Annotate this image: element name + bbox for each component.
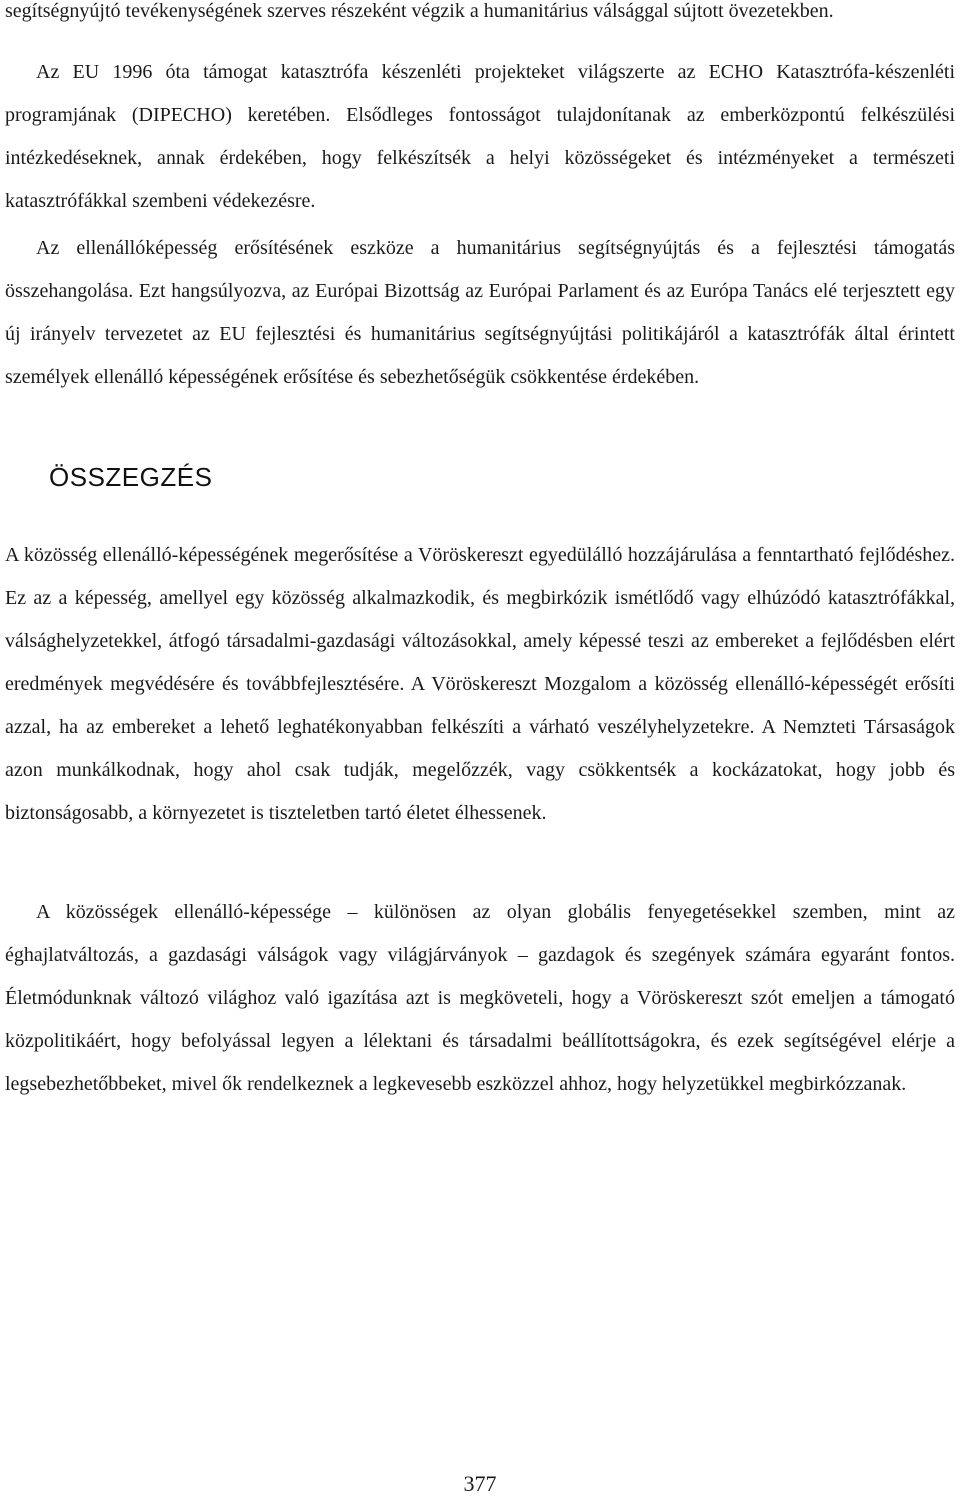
paragraph-spacer <box>5 33 955 51</box>
paragraph-dipecho: Az EU 1996 óta támogat katasztrófa készenléti projekteket világszerte az ECHO Katasztrófa-készenléti programjának (DIPECHO) keretében. Elsődleges fontosságot tulajdonítanak az emberközpontú felkészülési intézkedéseknek, annak érdekében, hogy felkészítsék a helyi közösségeket és intézményeket a természeti katasztrófákkal szembeni védekezésre. <box>5 61 955 212</box>
paragraph-summary: A közösség ellenálló-képességének megerősítése a Vöröskereszt egyedülálló hozzájárulása a fenntartható fejlődéshez. Ez az a képesség, amellyel egy közösség alkalmazkodik, és megbirkózik ismétlődő vagy elhúzódó katasztrófákkal, válsághelyzetekkel, átfogó társadalmi-gazdasági változásokkal, amely képessé teszi az embereket a fejlődésben elért eredmények megvédésére és továbbfejlesztésére. A Vöröskereszt Mozgalom a közösség ellenálló-képességét erősíti azzal, ha az embereket a lehető leghatékonyabban felkészíti a várható veszélyhelyzetekre. A Nemzteti Társaságok azon munkálkodnak, hogy ahol csak tudják, megelőzzék, vagy csökkentsék a kockázatokat, hogy jobb és biztonságosabb, a környezetet is tiszteletben tartó életet élhessenek. <box>5 544 955 824</box>
page-number: 377 <box>463 1471 497 1496</box>
paragraph-spacer <box>5 835 955 891</box>
paragraph-continuation: segítségnyújtó tevékenységének szerves részeként végzik a humanitárius válsággal sújtott övezetekben. <box>5 0 834 22</box>
section-spacer <box>5 497 955 534</box>
paragraph-global-threats: A közösségek ellenálló-képessége – különösen az olyan globális fenyegetésekkel szemben, mint az éghajlatváltozás, a gazdasági válságok vagy világjárványok – gazdagok és szegények számára egyaránt fontos. Életmódunknak változó világhoz való igazítása azt is megköveteli, hogy a Vöröskereszt szót emeljen a támogató közpolitikáért, hogy befolyással legyen a lélektani és társadalmi beállítottságokra, és ezek segítségével elérje a legsebezhetőbbeket, mivel ők rendelkeznek a legkevesebb eszközzel ahhoz, hogy helyzetükkel megbirkózzanak. <box>5 901 955 1095</box>
document-page <box>5 0 955 1106</box>
section-spacer <box>5 399 955 457</box>
paragraph-resilience-tools: Az ellenállóképesség erősítésének eszköze a humanitárius segítségnyújtás és a fejlesztési támogatás összehangolása. Ezt hangsúlyozva, az Európai Bizottság az Európai Parlament és az Európa Tanács elé terjesztett egy új irányelv tervezetet az EU fejlesztési és humanitárius segítségnyújtási politikájáról a katasztrófák által érintett személyek ellenálló képességének erősítése és sebezhetőségük csökkentése érdekében. <box>5 237 955 388</box>
section-heading: ÖSSZEGZÉS <box>49 462 213 492</box>
